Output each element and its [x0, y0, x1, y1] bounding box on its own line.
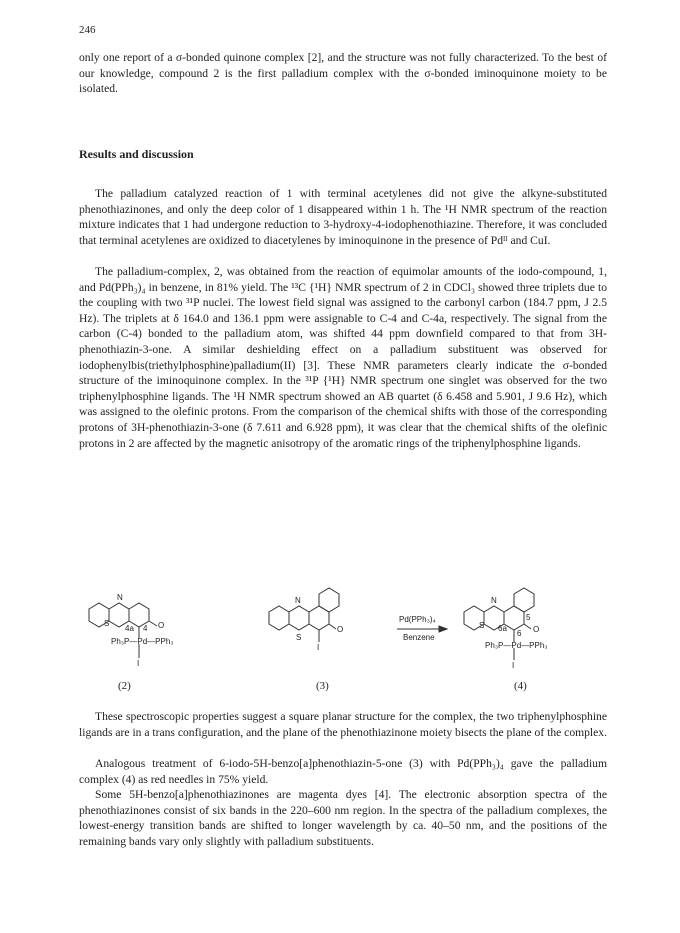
atom-i-2: I: [137, 659, 140, 668]
pd-fragment-2: Ph₃P—Pd—PPh₃: [111, 637, 174, 646]
atom-o-2: O: [158, 621, 165, 630]
paragraph-nmr: The palladium-complex, 2, was obtained from the reaction of equimolar amounts of the iodo-compound, 1, and Pd(PPh₃)₄ in benzene, in 81% yield. The ¹³C {¹H} NMR spectrum of 2 in CDCl₃ showed three triplets due to the coupling with two ³¹P nuclei. The lowest field signal was assigned to the carbonyl carbon (184.7 ppm, J 2.5 Hz). The triplets at δ 164.0 and 136.1 ppm were assignable to C-4 and C-4a, respectively. The signal from the carbon (C-4) bonded to the palladium atom, was shifted 44 ppm downfield compared to that from 3H-phenothiazin-3-one. A similar deshielding effect on a palladium substituent was observed for iodophenylbis(triethylphosphine)palladium(II) [3]. These NMR parameters clearly indicate the σ-bonded structure of the iminoquinone complex. In the ³¹P {¹H} NMR spectrum one singlet was observed for the two triphenylphosphine ligands. The ¹H NMR spectrum showed an AB quartet (δ 6.458 and 5.901, J 9.6 Hz), which was assigned to the olefinic protons. From the comparison of the chemical shifts with those of the corresponding protons of 3H-phenothiazin-3-one (δ 7.611 and 6.928 ppm), it was clear that the chemical shifts of the olefinic protons in 2 are affected by the magnetic anisotropy of the aromatic rings of the triphenylphosphine ligands.: [79, 265, 607, 450]
ring-quinone-4: [504, 606, 524, 630]
atom-o-3: O: [337, 625, 344, 634]
paragraph-reaction: The palladium catalyzed reaction of 1 with terminal acetylenes did not give the alkyne-substituted phenothiazinones, and only the deep color of 1 disappeared within 1 h. The ¹H NMR spectrum of the reaction mixture indicates that 1 had undergone reduction to 3-hydroxy-4-iodophenothiazine. Therefore, it was concluded that terminal acetylenes are oxidized to diacetylenes by iminoquinone in the presence of Pdᴵᴵ and CuI.: [79, 187, 607, 247]
atom-n-4: N: [491, 596, 497, 605]
solvent-label: Benzene: [403, 633, 435, 642]
ring-benzo-3a: [269, 606, 289, 630]
reaction-scheme: [79, 586, 607, 698]
atom-s-4: S: [479, 621, 485, 630]
compound-label-3: (3): [316, 680, 329, 692]
paragraph-analogous: Analogous treatment of 6-iodo-5H-benzo[a]phenothiazin-5-one (3) with Pd(PPh₃)₄ gave the palladium complex (4) as red needles in 75% yield.: [79, 757, 607, 786]
atom-i-4: I: [512, 661, 515, 670]
locant-5-4: 5: [526, 613, 531, 622]
structure-drawings: [79, 586, 607, 698]
locant-4-2: 4: [143, 624, 148, 633]
atom-i-3: I: [317, 643, 320, 652]
ring-benzo-4b: [514, 588, 534, 612]
section-heading: Results and discussion: [79, 147, 194, 161]
atom-n-2: N: [117, 593, 123, 602]
atom-n-3: N: [295, 596, 301, 605]
ring-benzo-3b: [319, 588, 339, 612]
locant-4a-2: 4a: [125, 624, 134, 633]
ring-thiazine-3: [289, 606, 309, 630]
atom-o-4: O: [533, 625, 540, 634]
atom-s-2: S: [104, 619, 110, 628]
locant-6a-4: 6a: [498, 624, 507, 633]
pd-fragment-4: Ph₃P—Pd—PPh₃: [485, 641, 548, 650]
locant-6-4: 6: [517, 629, 522, 638]
ring-quinone-3: [309, 606, 329, 630]
paragraph-structure: These spectroscopic properties suggest a square planar structure for the complex, the two triphenylphosphine ligands are in a trans configuration, and the plane of the phenothiazinone moiety bisects the plane of the complex.: [79, 710, 607, 739]
compound-label-4: (4): [514, 680, 527, 692]
reagent-label: Pd(PPh₃)₄: [399, 615, 436, 624]
intro-paragraph: only one report of a σ-bonded quinone complex [2], and the structure was not fully characterized. To the best of our knowledge, compound 2 is the first palladium complex with the σ-bonded iminoquinone moiety to be isolated.: [79, 51, 607, 96]
compound-label-2: (2): [118, 680, 131, 692]
page-number: 246: [79, 24, 96, 36]
atom-s-3: S: [296, 633, 302, 642]
paragraph-spectra: Some 5H-benzo[a]phenothiazinones are magenta dyes [4]. The electronic absorption spectra of the phenothiazinones consist of six bands in the 220–600 nm region. In the spectra of the palladium complexes, the lowest-energy transition bands are shifted to longer wavelength by ca. 40–50 nm, and the positions of the remaining bands vary only slightly with palladium substituents.: [79, 788, 607, 848]
